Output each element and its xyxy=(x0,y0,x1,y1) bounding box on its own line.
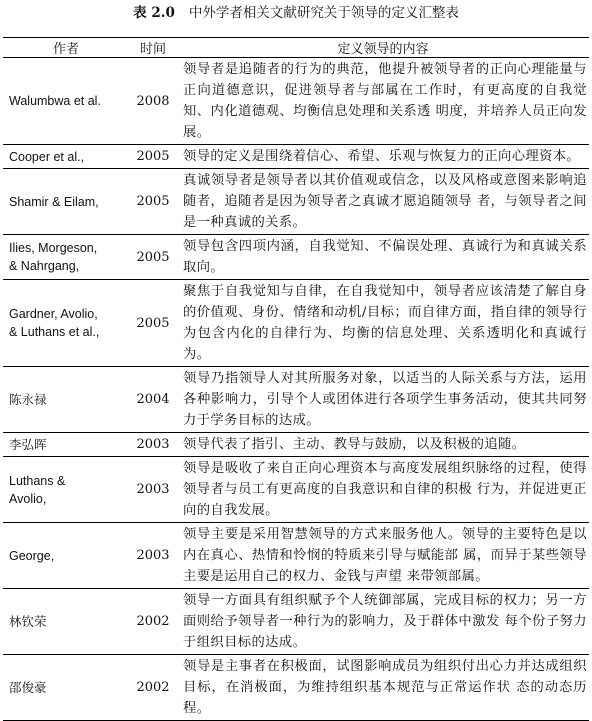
author-cell xyxy=(3,523,129,589)
definition-cell: 真诚领导者是领导者以其价值观或信念，以及风格或意图来影响追随者，追随者是因为领导者之真诚才愿追随领导 者，与领导者之间是一种真诚的关系。 xyxy=(177,169,589,235)
year-cell: 2004 xyxy=(129,367,177,433)
author-name: Luthans & xyxy=(9,473,66,488)
table-row xyxy=(3,280,589,367)
table-body xyxy=(3,58,589,721)
year-cell: 2005 xyxy=(129,235,177,280)
year-cell: 2002 xyxy=(129,589,177,655)
definition-cell: 聚焦于自我觉知与自律，在自我觉知中，领导者应该清楚了解自身的价值观、身份、情绪和动机/目标；而自律方面，指自律的领导行为包含内化的自律行为、均衡的信息处理、关系透明化和真诚行为。 xyxy=(177,280,589,367)
definition-cell: 领导是吸收了来自正向心理资本与高度发展组织脉络的过程，使得领导者与员工有更高度的自我意识和自律的积极 行为，并促进更正向的自我发展。 xyxy=(177,457,589,523)
author-cell xyxy=(3,589,129,655)
author-cell xyxy=(3,655,129,721)
author-cell xyxy=(3,145,129,169)
definition-cell: 领导主要是采用智慧领导的方式来服务他人。领导的主要特色是以内在真心、热情和怜悯的特质来引导与赋能部 属，而异于某些领导主要是运用自己的权力、金钱与声望 来带领部属。 xyxy=(177,523,589,589)
table-row xyxy=(3,433,589,457)
author-name: Avolio, xyxy=(9,491,47,506)
header-definition: 定义领导的内容 xyxy=(177,38,589,58)
table-row xyxy=(3,655,589,721)
author-name: George, xyxy=(9,548,55,563)
author-cell xyxy=(3,457,129,523)
table-row xyxy=(3,589,589,655)
year-cell: 2002 xyxy=(129,655,177,721)
author-cell xyxy=(3,280,129,367)
author-cell xyxy=(3,58,129,145)
year-cell: 2003 xyxy=(129,457,177,523)
header-year: 时间 xyxy=(129,38,177,58)
author-cell xyxy=(3,169,129,235)
year-cell: 2008 xyxy=(129,58,177,145)
author-name: 林钦荣 xyxy=(9,614,47,629)
author-name: Cooper et al., xyxy=(9,149,85,164)
table-row xyxy=(3,169,589,235)
table-row xyxy=(3,367,589,433)
year-cell: 2005 xyxy=(129,145,177,169)
year-cell: 2003 xyxy=(129,433,177,457)
table-row xyxy=(3,235,589,280)
definition-cell: 领导的定义是围绕着信心、希望、乐观与恢复力的正向心理资本。 xyxy=(177,145,589,169)
definition-cell: 领导是主事者在积极面，试图影响成员为组织付出心力并达成组织目标，在消极面，为维持组织基本规范与正常运作状 态的动态历程。 xyxy=(177,655,589,721)
table-row xyxy=(3,457,589,523)
author-name: & Luthans et al., xyxy=(9,325,100,339)
year-cell: 2005 xyxy=(129,169,177,235)
author-name: Ilies, Morgeson, xyxy=(9,241,98,255)
definitions-table xyxy=(3,37,589,721)
definition-cell: 领导一方面具有组织赋予个人统御部属，完成目标的权力；另一方面则给予领导者一种行为的影响力，及于群体中激发 每个份子努力于组织目标的达成。 xyxy=(177,589,589,655)
author-name: 陈永禄 xyxy=(9,392,47,407)
author-name: & Nahrgang, xyxy=(9,259,80,273)
author-name: Gardner, Avolio, xyxy=(9,307,98,321)
author-name: Walumbwa et al. xyxy=(9,94,101,108)
table-number: 表 2.0 xyxy=(133,5,175,21)
author-cell xyxy=(3,235,129,280)
year-cell: 2003 xyxy=(129,523,177,589)
author-name: 邵俊豪 xyxy=(9,680,47,695)
definition-cell: 领导包含四项内涵，自我觉知、不偏误处理、真诚行为和真诚关系取向。 xyxy=(177,235,589,280)
definition-cell: 领导者是追随者的行为的典范，他提升被领导者的正向心理能量与正向道德意识，促进领导者与部属在工作时，有更高度的自我觉知、内化道德观、均衡信息处理和关系透 明度，并培养人员正向发展。 xyxy=(177,58,589,145)
table-title: 中外学者相关文献研究关于领导的定义汇整表 xyxy=(188,5,459,21)
definition-cell: 领导乃指领导人对其所服务对象，以适当的人际关系与方法，运用各种影响力，引导个人或团体进行各项学生事务活动，使其共同努力于学务目标的达成。 xyxy=(177,367,589,433)
header-author: 作者 xyxy=(3,38,129,58)
table-row xyxy=(3,145,589,169)
definition-cell: 领导代表了指引、主动、教导与鼓励，以及积极的追随。 xyxy=(177,433,589,457)
author-name: Shamir & Eilam, xyxy=(9,194,99,209)
author-name: 李弘晖 xyxy=(9,437,47,452)
table-row xyxy=(3,523,589,589)
author-cell xyxy=(3,367,129,433)
author-cell xyxy=(3,433,129,457)
year-cell: 2005 xyxy=(129,280,177,367)
table-row xyxy=(3,58,589,145)
table-caption xyxy=(0,4,592,22)
header-row xyxy=(3,38,589,58)
